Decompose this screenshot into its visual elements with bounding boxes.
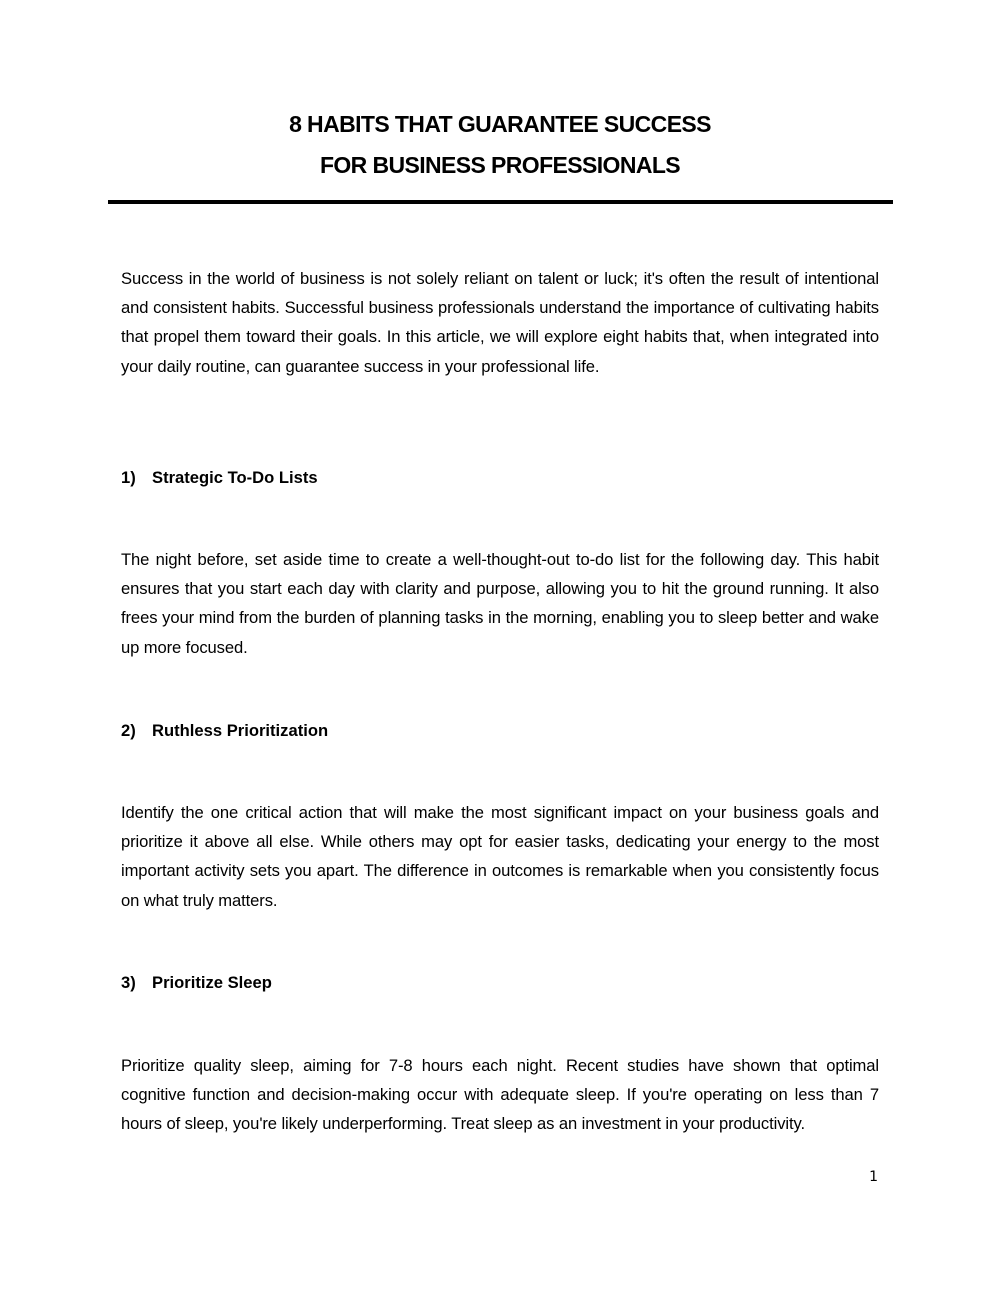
section-heading-1 — [121, 468, 318, 488]
section-heading-2 — [121, 721, 328, 741]
section-title: Strategic To-Do Lists — [152, 468, 318, 487]
section-body-2: Identify the one critical action that will make the most significant impact on your business goals and prioritize it above all else. While others may opt for easier tasks, dedicating your energy to the most important activity sets you apart. The difference in outcomes is remarkable when you consistently focus on what truly matters. — [121, 803, 879, 910]
document-title-line-2: FOR BUSINESS PROFESSIONALS — [319, 152, 681, 178]
section-body-3: Prioritize quality sleep, aiming for 7-8 hours each night. Recent studies have shown that optimal cognitive function and decision-making occur with adequate sleep. If you're operating on less than 7 hours of sleep, you're likely underperforming. Treat sleep as an investment in your productivity. — [121, 1056, 879, 1134]
intro-paragraph: Success in the world of business is not solely reliant on talent or luck; it's often the result of intentional and consistent habits. Successful business professionals understand the importance of cultivating habits that propel them toward their goals. In this article, we will explore eight habits that, when integrated into your daily routine, can guarantee success in your professional life. — [121, 269, 879, 376]
document-title-line-1: 8 HABITS THAT GUARANTEE SUCCESS — [289, 111, 711, 137]
section-number: 1) — [121, 468, 136, 487]
title-divider — [108, 200, 893, 204]
section-title: Prioritize Sleep — [152, 973, 272, 992]
page-number: 1 — [869, 1169, 878, 1185]
section-title: Ruthless Prioritization — [152, 721, 329, 740]
section-heading-3 — [121, 973, 272, 993]
section-number: 3) — [121, 973, 136, 992]
section-number: 2) — [121, 721, 136, 740]
section-body-1: The night before, set aside time to create a well-thought-out to-do list for the following day. This habit ensures that you start each day with clarity and purpose, allowing you to hit the ground running. It also frees your mind from the burden of planning tasks in the morning, enabling you to sleep better and wake up more focused. — [121, 550, 879, 657]
